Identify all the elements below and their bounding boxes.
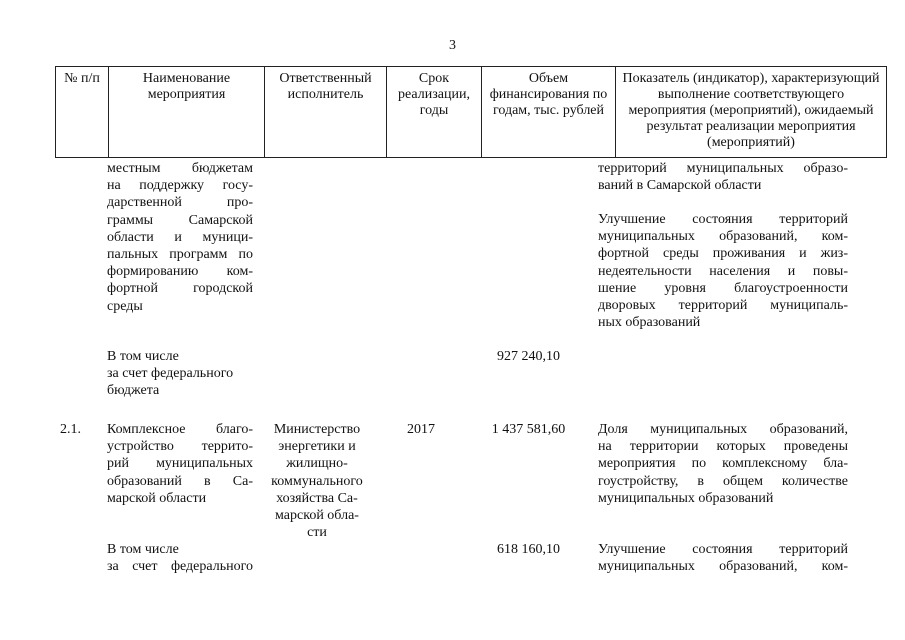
- row21-indicator: [598, 421, 848, 507]
- header-col-funding: Объем финансирования по годам, тыс. рублей: [482, 67, 616, 158]
- row21-number: 2.1.: [60, 422, 81, 437]
- block3-name: [107, 541, 253, 575]
- text-line: рий муниципальных: [107, 456, 253, 472]
- text-line: бюджета: [107, 383, 160, 399]
- block3-indicator: [598, 541, 848, 575]
- text-line: шение уровня благоустроенности: [598, 280, 848, 296]
- text-line: В том числе: [107, 349, 179, 364]
- row21-period: 2017: [407, 422, 435, 437]
- text-line: ных образований: [598, 315, 701, 331]
- text-line: хозяйства Са-: [276, 490, 358, 506]
- text-line: марской области: [107, 490, 207, 506]
- header-col-indicator: Показатель (индикатор), характеризующий выполнение соответствующего мероприятия (мероприятий), ожидаемый результат реализации мероприятия (мероприятий): [616, 67, 887, 158]
- text-line: образований в Са-: [107, 473, 253, 489]
- text-line: на поддержку госу-: [107, 178, 253, 194]
- text-line: Комплексное благо-: [107, 422, 253, 437]
- text-line: муниципальных образований: [598, 490, 774, 506]
- text-line: коммунального: [271, 473, 363, 489]
- page-number: 3: [449, 38, 456, 53]
- text-line: местным бюджетам: [107, 161, 253, 176]
- block2-funding: 927 240,10: [497, 349, 560, 364]
- row21-funding: 1 437 581,60: [491, 422, 566, 437]
- row21-name: [107, 421, 253, 507]
- text-line: дворовых территорий муниципаль-: [598, 298, 848, 314]
- block2-name: [107, 348, 267, 400]
- text-line: Доля муниципальных образований,: [598, 422, 848, 437]
- text-line: формированию ком-: [107, 264, 253, 280]
- text-line: дарственной про-: [107, 195, 253, 211]
- text-line: фортной городской: [107, 281, 253, 297]
- row21-executor: [257, 421, 377, 541]
- text-line: муниципальных образований, ком-: [598, 559, 848, 575]
- text-line: гоустройству, в общем количестве: [598, 473, 848, 489]
- text-line: Министерство: [273, 422, 361, 437]
- block1-name: [107, 160, 253, 315]
- header-col-period: Срок реализации, годы: [387, 67, 482, 158]
- block3-funding: 618 160,10: [497, 542, 560, 557]
- text-line: за счет федерального: [107, 559, 253, 575]
- block1-indicator-b: [598, 211, 848, 331]
- table-header: [55, 66, 887, 158]
- header-col-name: Наименование мероприятия: [109, 67, 265, 158]
- header-col-num: № п/п: [56, 67, 109, 158]
- text-line: на территории которых проведены: [598, 439, 848, 455]
- header-col-executor: Ответственный исполнитель: [265, 67, 387, 158]
- text-line: недеятельности населения и повы-: [598, 263, 848, 279]
- text-line: жилищно-: [286, 456, 348, 472]
- text-line: граммы Самарской: [107, 212, 253, 228]
- text-line: Улучшение состояния территорий: [598, 212, 848, 227]
- text-line: В том числе: [107, 542, 179, 557]
- text-line: за счет федерального: [107, 366, 234, 382]
- text-line: области и муници-: [107, 229, 253, 245]
- block1-indicator-a: [598, 160, 848, 194]
- text-line: устройство террито-: [107, 439, 253, 455]
- text-line: мероприятия по комплексному бла-: [598, 456, 848, 472]
- text-line: муниципальных образований, ком-: [598, 229, 848, 245]
- text-line: пальных программ по: [107, 247, 253, 263]
- text-line: энергетики и: [278, 439, 356, 455]
- text-line: ваний в Самарской области: [598, 178, 762, 194]
- text-line: Улучшение состояния территорий: [598, 542, 848, 557]
- text-line: сти: [307, 525, 327, 541]
- text-line: среды: [107, 298, 143, 314]
- text-line: фортной среды проживания и жиз-: [598, 246, 848, 262]
- text-line: марской обла-: [275, 508, 359, 524]
- text-line: территорий муниципальных образо-: [598, 161, 848, 176]
